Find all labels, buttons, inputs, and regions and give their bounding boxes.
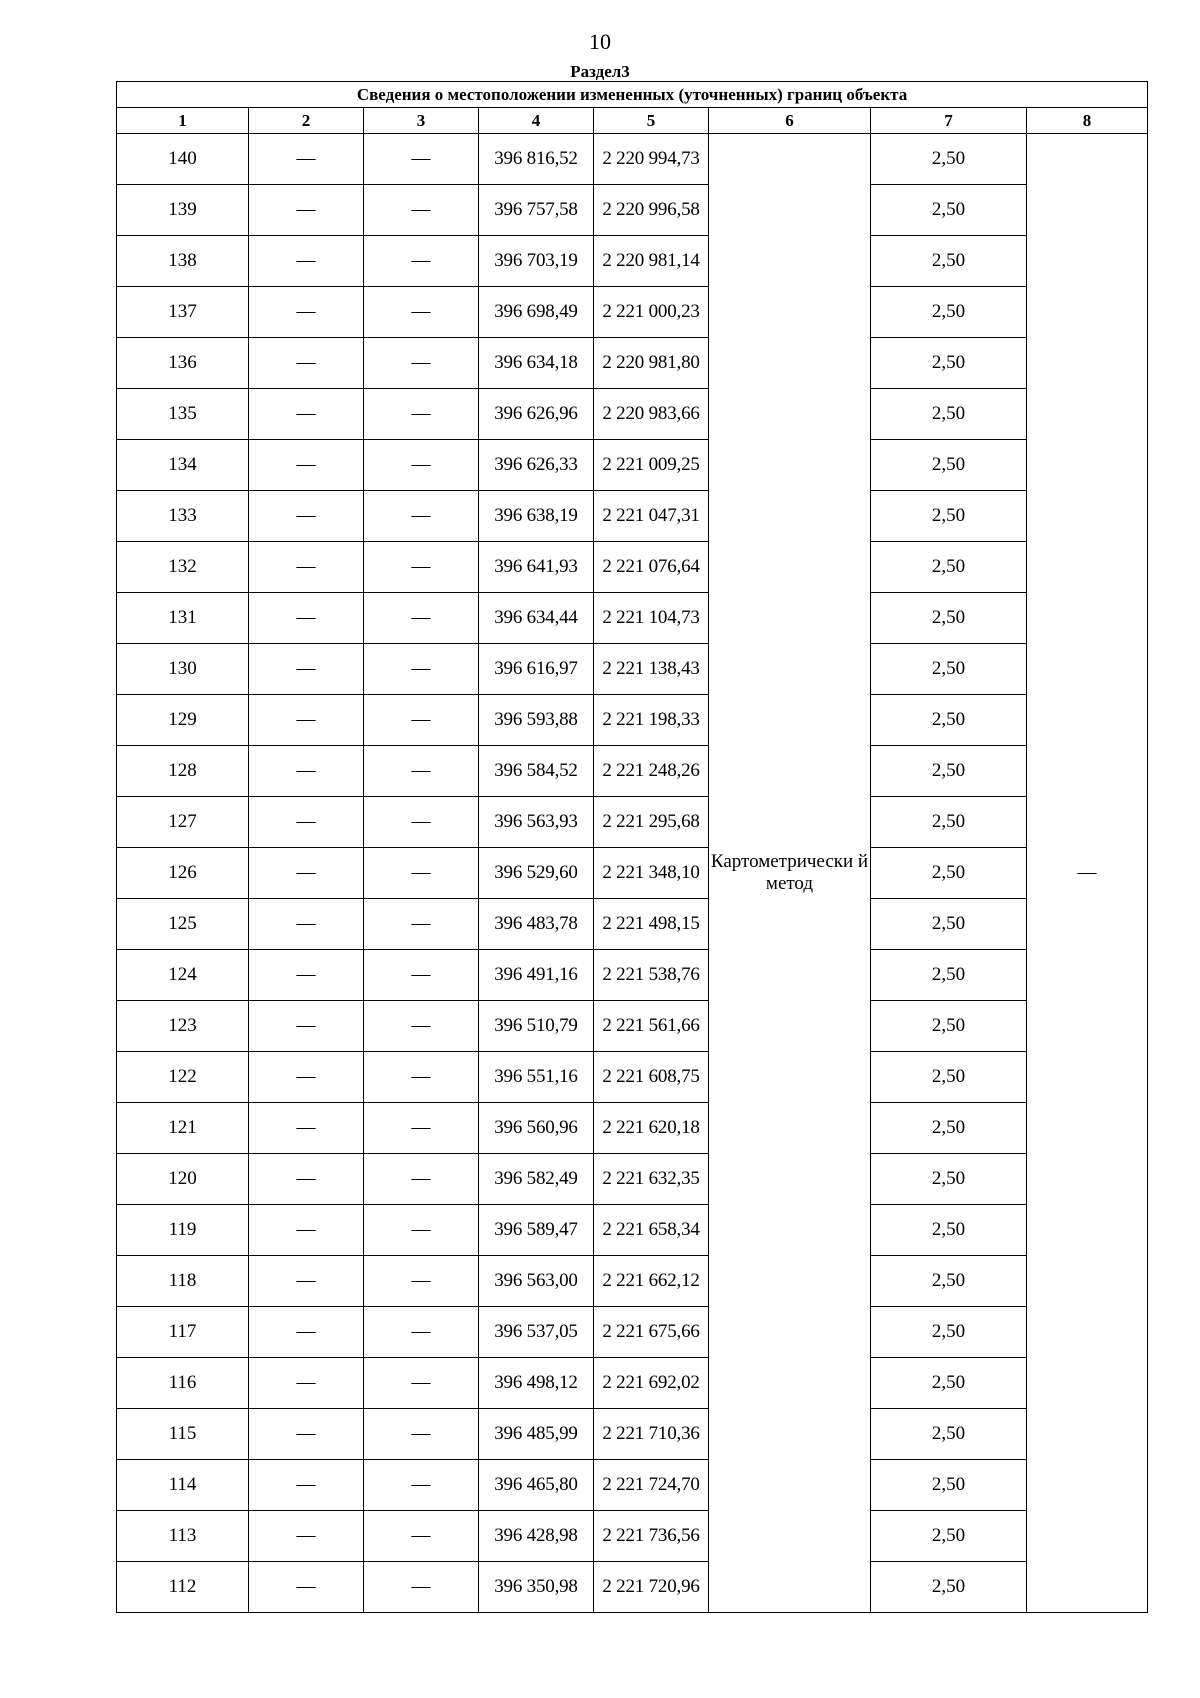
precision-cell: 2,50: [871, 236, 1027, 287]
table-row: [117, 1001, 1148, 1052]
y-coordinate-cell: 2 221 561,66: [594, 1001, 709, 1052]
column-2-cell: —: [249, 1001, 364, 1052]
column-2-cell: —: [249, 899, 364, 950]
column-3-cell: —: [364, 542, 479, 593]
column-3-cell: —: [364, 1103, 479, 1154]
y-coordinate-cell: 2 221 658,34: [594, 1205, 709, 1256]
precision-cell: 2,50: [871, 134, 1027, 185]
point-number-cell: 132: [117, 542, 249, 593]
point-number-cell: 133: [117, 491, 249, 542]
x-coordinate-cell: 396 529,60: [479, 848, 594, 899]
column-2-cell: —: [249, 1154, 364, 1205]
column-number-1: 1: [117, 108, 249, 134]
table-row: [117, 797, 1148, 848]
y-coordinate-cell: 2 220 994,73: [594, 134, 709, 185]
column-2-cell: —: [249, 236, 364, 287]
table-row: [117, 1307, 1148, 1358]
precision-cell: 2,50: [871, 1307, 1027, 1358]
table-row: [117, 950, 1148, 1001]
precision-cell: 2,50: [871, 1205, 1027, 1256]
column-3-cell: —: [364, 1256, 479, 1307]
precision-cell: 2,50: [871, 1052, 1027, 1103]
y-coordinate-cell: 2 220 996,58: [594, 185, 709, 236]
precision-cell: 2,50: [871, 1409, 1027, 1460]
y-coordinate-cell: 2 220 981,14: [594, 236, 709, 287]
y-coordinate-cell: 2 221 498,15: [594, 899, 709, 950]
x-coordinate-cell: 396 634,44: [479, 593, 594, 644]
column-3-cell: —: [364, 1001, 479, 1052]
precision-cell: 2,50: [871, 491, 1027, 542]
column-3-cell: —: [364, 746, 479, 797]
table-row: [117, 644, 1148, 695]
x-coordinate-cell: 396 584,52: [479, 746, 594, 797]
point-number-cell: 113: [117, 1511, 249, 1562]
column-2-cell: —: [249, 1256, 364, 1307]
column-3-cell: —: [364, 1205, 479, 1256]
column-3-cell: —: [364, 1460, 479, 1511]
precision-cell: 2,50: [871, 695, 1027, 746]
precision-cell: 2,50: [871, 1154, 1027, 1205]
y-coordinate-cell: 2 221 000,23: [594, 287, 709, 338]
column-8-cell: —: [1027, 134, 1148, 1613]
x-coordinate-cell: 396 491,16: [479, 950, 594, 1001]
coordinates-table: [116, 81, 1148, 1613]
x-coordinate-cell: 396 428,98: [479, 1511, 594, 1562]
precision-cell: 2,50: [871, 899, 1027, 950]
x-coordinate-cell: 396 626,33: [479, 440, 594, 491]
table-row: [117, 134, 1148, 185]
column-3-cell: —: [364, 287, 479, 338]
x-coordinate-cell: 396 638,19: [479, 491, 594, 542]
column-3-cell: —: [364, 797, 479, 848]
point-number-cell: 134: [117, 440, 249, 491]
point-number-cell: 117: [117, 1307, 249, 1358]
point-number-cell: 114: [117, 1460, 249, 1511]
x-coordinate-cell: 396 593,88: [479, 695, 594, 746]
precision-cell: 2,50: [871, 338, 1027, 389]
column-number-7: 7: [871, 108, 1027, 134]
point-number-cell: 137: [117, 287, 249, 338]
point-number-cell: 139: [117, 185, 249, 236]
y-coordinate-cell: 2 221 248,26: [594, 746, 709, 797]
x-coordinate-cell: 396 634,18: [479, 338, 594, 389]
column-number-5: 5: [594, 108, 709, 134]
column-2-cell: —: [249, 1103, 364, 1154]
table-row: [117, 287, 1148, 338]
point-number-cell: 116: [117, 1358, 249, 1409]
y-coordinate-cell: 2 221 736,56: [594, 1511, 709, 1562]
column-3-cell: —: [364, 1409, 479, 1460]
column-2-cell: —: [249, 1358, 364, 1409]
column-2-cell: —: [249, 797, 364, 848]
table-row: [117, 1562, 1148, 1613]
column-number-2: 2: [249, 108, 364, 134]
column-number-6: 6: [709, 108, 871, 134]
column-number-3: 3: [364, 108, 479, 134]
column-2-cell: —: [249, 287, 364, 338]
y-coordinate-cell: 2 221 009,25: [594, 440, 709, 491]
table-body: [117, 134, 1148, 1613]
precision-cell: 2,50: [871, 848, 1027, 899]
point-number-cell: 136: [117, 338, 249, 389]
column-3-cell: —: [364, 848, 479, 899]
column-3-cell: —: [364, 134, 479, 185]
table-row: [117, 1103, 1148, 1154]
y-coordinate-cell: 2 221 692,02: [594, 1358, 709, 1409]
column-2-cell: —: [249, 695, 364, 746]
x-coordinate-cell: 396 563,00: [479, 1256, 594, 1307]
column-3-cell: —: [364, 1511, 479, 1562]
y-coordinate-cell: 2 221 076,64: [594, 542, 709, 593]
section-title: Раздел3: [570, 62, 630, 81]
x-coordinate-cell: 396 510,79: [479, 1001, 594, 1052]
column-2-cell: —: [249, 338, 364, 389]
column-3-cell: —: [364, 593, 479, 644]
table-row: [117, 1256, 1148, 1307]
table-row: [117, 1511, 1148, 1562]
column-2-cell: —: [249, 134, 364, 185]
x-coordinate-cell: 396 698,49: [479, 287, 594, 338]
table-caption: Сведения о местоположении измененных (уточненных) границ объекта: [117, 82, 1148, 108]
column-number-4: 4: [479, 108, 594, 134]
table-row: [117, 746, 1148, 797]
column-3-cell: —: [364, 899, 479, 950]
x-coordinate-cell: 396 616,97: [479, 644, 594, 695]
y-coordinate-cell: 2 220 983,66: [594, 389, 709, 440]
x-coordinate-cell: 396 485,99: [479, 1409, 594, 1460]
precision-cell: 2,50: [871, 797, 1027, 848]
table-row: [117, 338, 1148, 389]
table-row: [117, 542, 1148, 593]
column-2-cell: —: [249, 644, 364, 695]
table-row: [117, 389, 1148, 440]
column-2-cell: —: [249, 491, 364, 542]
column-2-cell: —: [249, 1052, 364, 1103]
y-coordinate-cell: 2 221 675,66: [594, 1307, 709, 1358]
precision-cell: 2,50: [871, 644, 1027, 695]
column-number-8: 8: [1027, 108, 1148, 134]
precision-cell: 2,50: [871, 1460, 1027, 1511]
x-coordinate-cell: 396 757,58: [479, 185, 594, 236]
column-2-cell: —: [249, 950, 364, 1001]
column-3-cell: —: [364, 389, 479, 440]
table-row: [117, 899, 1148, 950]
column-3-cell: —: [364, 440, 479, 491]
x-coordinate-cell: 396 483,78: [479, 899, 594, 950]
column-2-cell: —: [249, 542, 364, 593]
column-3-cell: —: [364, 1154, 479, 1205]
x-coordinate-cell: 396 498,12: [479, 1358, 594, 1409]
x-coordinate-cell: 396 703,19: [479, 236, 594, 287]
column-3-cell: —: [364, 1307, 479, 1358]
x-coordinate-cell: 396 560,96: [479, 1103, 594, 1154]
precision-cell: 2,50: [871, 1001, 1027, 1052]
x-coordinate-cell: 396 816,52: [479, 134, 594, 185]
point-number-cell: 138: [117, 236, 249, 287]
column-3-cell: —: [364, 338, 479, 389]
column-2-cell: —: [249, 593, 364, 644]
y-coordinate-cell: 2 221 724,70: [594, 1460, 709, 1511]
point-number-cell: 120: [117, 1154, 249, 1205]
y-coordinate-cell: 2 221 662,12: [594, 1256, 709, 1307]
point-number-cell: 125: [117, 899, 249, 950]
table-row: [117, 1052, 1148, 1103]
column-3-cell: —: [364, 695, 479, 746]
precision-cell: 2,50: [871, 746, 1027, 797]
precision-cell: 2,50: [871, 1358, 1027, 1409]
column-2-cell: —: [249, 1511, 364, 1562]
x-coordinate-cell: 396 589,47: [479, 1205, 594, 1256]
table-row: [117, 185, 1148, 236]
column-2-cell: —: [249, 848, 364, 899]
y-coordinate-cell: 2 221 348,10: [594, 848, 709, 899]
x-coordinate-cell: 396 563,93: [479, 797, 594, 848]
precision-cell: 2,50: [871, 950, 1027, 1001]
x-coordinate-cell: 396 350,98: [479, 1562, 594, 1613]
column-3-cell: —: [364, 1358, 479, 1409]
column-2-cell: —: [249, 1460, 364, 1511]
point-number-cell: 131: [117, 593, 249, 644]
x-coordinate-cell: 396 537,05: [479, 1307, 594, 1358]
table-row: [117, 1460, 1148, 1511]
precision-cell: 2,50: [871, 287, 1027, 338]
x-coordinate-cell: 396 641,93: [479, 542, 594, 593]
precision-cell: 2,50: [871, 1256, 1027, 1307]
point-number-cell: 112: [117, 1562, 249, 1613]
y-coordinate-cell: 2 221 047,31: [594, 491, 709, 542]
column-2-cell: —: [249, 1205, 364, 1256]
page-number: 10: [589, 29, 611, 54]
y-coordinate-cell: 2 221 608,75: [594, 1052, 709, 1103]
table-row: [117, 1409, 1148, 1460]
y-coordinate-cell: 2 221 632,35: [594, 1154, 709, 1205]
y-coordinate-cell: 2 221 620,18: [594, 1103, 709, 1154]
column-3-cell: —: [364, 1052, 479, 1103]
y-coordinate-cell: 2 221 538,76: [594, 950, 709, 1001]
column-2-cell: —: [249, 389, 364, 440]
x-coordinate-cell: 396 626,96: [479, 389, 594, 440]
y-coordinate-cell: 2 221 720,96: [594, 1562, 709, 1613]
table-row: [117, 695, 1148, 746]
table-row: [117, 848, 1148, 899]
precision-cell: 2,50: [871, 1562, 1027, 1613]
y-coordinate-cell: 2 221 138,43: [594, 644, 709, 695]
column-3-cell: —: [364, 1562, 479, 1613]
point-number-cell: 128: [117, 746, 249, 797]
column-3-cell: —: [364, 185, 479, 236]
table-row: [117, 440, 1148, 491]
point-number-cell: 115: [117, 1409, 249, 1460]
y-coordinate-cell: 2 221 198,33: [594, 695, 709, 746]
x-coordinate-cell: 396 551,16: [479, 1052, 594, 1103]
point-number-cell: 118: [117, 1256, 249, 1307]
table-row: [117, 1154, 1148, 1205]
table-row: [117, 593, 1148, 644]
point-number-cell: 127: [117, 797, 249, 848]
x-coordinate-cell: 396 465,80: [479, 1460, 594, 1511]
precision-cell: 2,50: [871, 440, 1027, 491]
precision-cell: 2,50: [871, 185, 1027, 236]
point-number-cell: 135: [117, 389, 249, 440]
y-coordinate-cell: 2 221 104,73: [594, 593, 709, 644]
y-coordinate-cell: 2 221 710,36: [594, 1409, 709, 1460]
column-2-cell: —: [249, 440, 364, 491]
precision-cell: 2,50: [871, 1511, 1027, 1562]
table-row: [117, 1358, 1148, 1409]
column-3-cell: —: [364, 644, 479, 695]
column-2-cell: —: [249, 1409, 364, 1460]
column-number-row: [117, 108, 1148, 134]
column-2-cell: —: [249, 746, 364, 797]
column-2-cell: —: [249, 1307, 364, 1358]
point-number-cell: 122: [117, 1052, 249, 1103]
precision-cell: 2,50: [871, 1103, 1027, 1154]
precision-cell: 2,50: [871, 389, 1027, 440]
method-cell: Картометрически й метод: [709, 134, 871, 1613]
column-3-cell: —: [364, 950, 479, 1001]
point-number-cell: 126: [117, 848, 249, 899]
table-row: [117, 1205, 1148, 1256]
x-coordinate-cell: 396 582,49: [479, 1154, 594, 1205]
column-3-cell: —: [364, 236, 479, 287]
point-number-cell: 123: [117, 1001, 249, 1052]
precision-cell: 2,50: [871, 542, 1027, 593]
point-number-cell: 140: [117, 134, 249, 185]
column-2-cell: —: [249, 185, 364, 236]
y-coordinate-cell: 2 220 981,80: [594, 338, 709, 389]
precision-cell: 2,50: [871, 593, 1027, 644]
point-number-cell: 121: [117, 1103, 249, 1154]
y-coordinate-cell: 2 221 295,68: [594, 797, 709, 848]
point-number-cell: 124: [117, 950, 249, 1001]
column-3-cell: —: [364, 491, 479, 542]
table-row: [117, 491, 1148, 542]
column-2-cell: —: [249, 1562, 364, 1613]
table-row: [117, 236, 1148, 287]
point-number-cell: 129: [117, 695, 249, 746]
point-number-cell: 130: [117, 644, 249, 695]
point-number-cell: 119: [117, 1205, 249, 1256]
